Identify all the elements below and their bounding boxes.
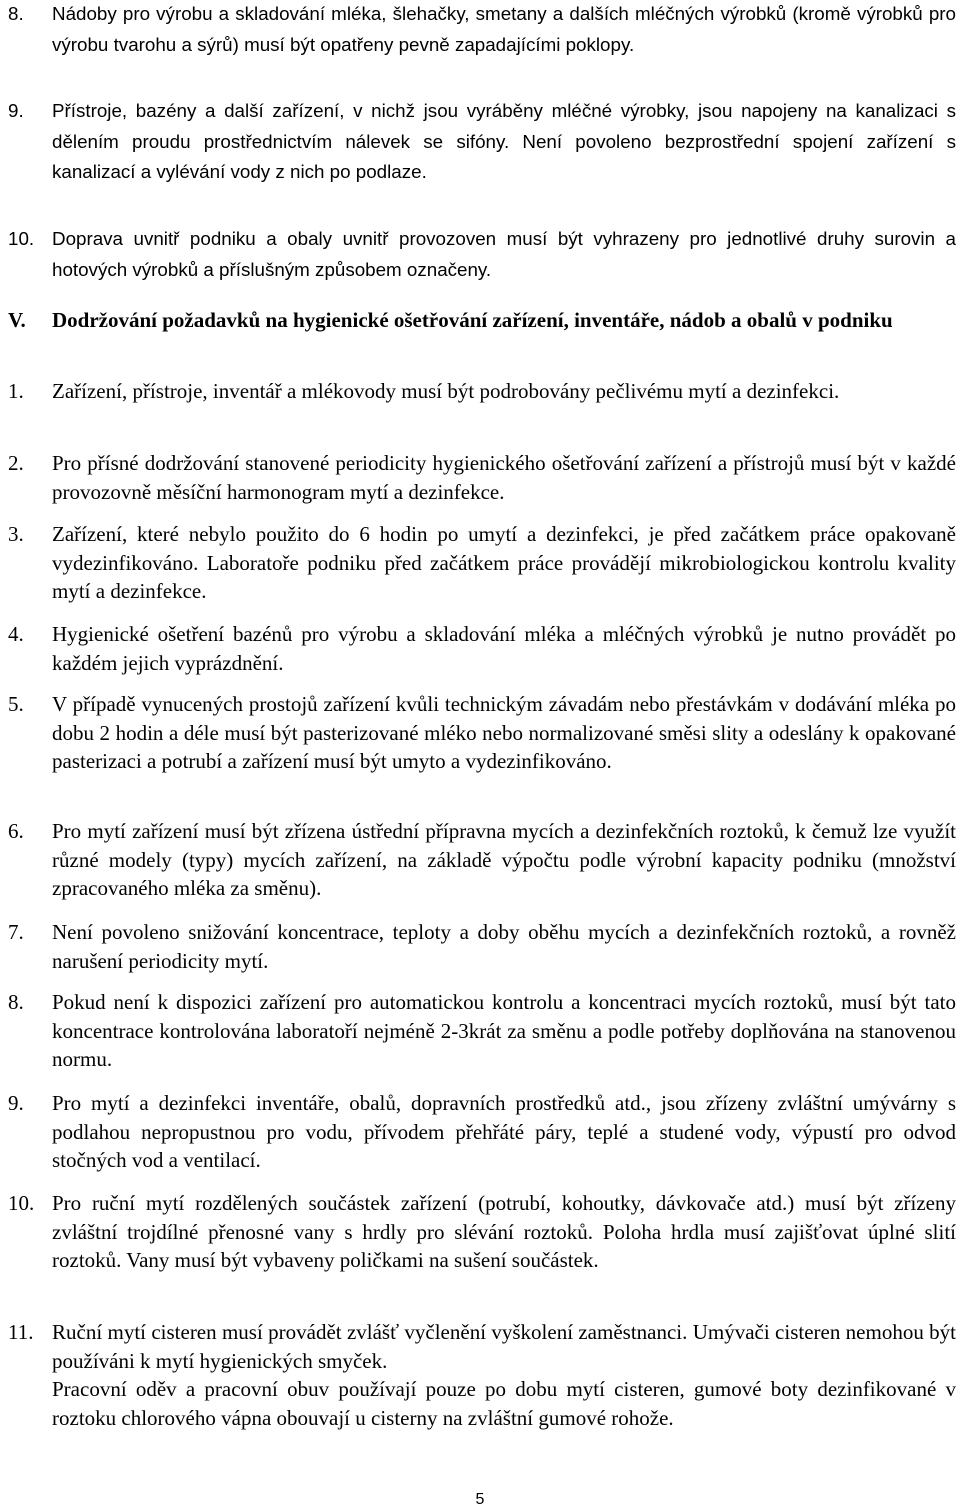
list-item [0, 449, 960, 506]
list-item [0, 377, 960, 406]
item-number: 7. [8, 920, 24, 944]
item-text: Zařízení, přístroje, inventář a mlékovody musí být podrobovány pečlivému mytí a dezinfekci. [52, 379, 840, 403]
item-number: 1. [8, 379, 24, 403]
page-number: 5 [475, 1491, 485, 1508]
item-text: V případě vynucených prostojů zařízení kvůli technickým závadám nebo přestávkám v dodávání mléka po dobu 2 hodin a déle musí být pasterizované mléko nebo normalizované směsi slity a odeslány k opakované pasterizaci a potrubí a zařízení musí být umyto a vydezinfikováno. [52, 692, 956, 773]
item-number: 9. [8, 1091, 24, 1115]
list-item [0, 1089, 960, 1175]
item-text: Pokud není k dispozici zařízení pro automatickou kontrolu a koncentraci mycích roztoků, musí být tato koncentrace kontrolována laboratoří nejméně 2-3krát za směnu a podle potřeby doplňována na stanovenou normu. [52, 990, 956, 1071]
item-number: 8. [8, 990, 24, 1014]
item-number: 4. [8, 622, 24, 646]
item-text: Zařízení, které nebylo použito do 6 hodin po umytí a dezinfekci, je před začátkem práce opakovaně vydezinfikováno. Laboratoře podniku před začátkem práce provádějí mikrobiologickou kontrolu kvality mytí a dezinfekce. [52, 522, 956, 603]
list-item [0, 918, 960, 975]
item-text: Přístroje, bazény a další zařízení, v nichž jsou vyráběny mléčné výrobky, jsou napojeny na kanalizaci s dělením proudu prostřednictvím nálevek se sifóny. Není povoleno bezprostřední spojení zařízení s kanalizací a vylévání vody z nich po podlaze. [52, 100, 956, 182]
list-item [0, 1318, 960, 1432]
item-number: 8. [8, 3, 24, 24]
section-title: Dodržování požadavků na hygienické ošetřování zařízení, inventáře, nádob a obalů v podniku [52, 308, 893, 332]
item-number: 10. [8, 228, 35, 249]
item-text: Ruční mytí cisteren musí provádět zvlášť vyčlenění vyškolení zaměstnanci. Umývači cisteren nemohou být používáni k mytí hygienických smyček. [52, 1320, 956, 1373]
item-text: Pro mytí a dezinfekci inventáře, obalů, dopravních prostředků atd., jsou zřízeny zvláštní umývárny s podlahou nepropustnou pro vodu, přívodem přehřáté páry, teplé a studené vody, výpustí pro odvod stočných vod a ventilací. [52, 1091, 956, 1172]
list-item [0, 520, 960, 606]
item-number: 5. [8, 692, 24, 716]
list-item [0, 620, 960, 677]
list-item [0, 690, 960, 776]
list-item [0, 96, 960, 188]
item-text: Hygienické ošetření bazénů pro výrobu a skladování mléka a mléčných výrobků je nutno provádět po každém jejich vyprázdnění. [52, 622, 956, 675]
item-text: Pro ruční mytí rozdělených součástek zařízení (potrubí, kohoutky, dávkovače atd.) musí být zřízeny zvláštní trojdílné přenosné vany s hrdly pro slévání roztoků. Poloha hrdla musí zajišťovat úplné slití roztoků. Vany musí být vybaveny poličkami na sušení součástek. [52, 1191, 956, 1272]
item-number: 6. [8, 819, 24, 843]
item-text: Nádoby pro výrobu a skladování mléka, šlehačky, smetany a dalších mléčných výrobků (kromě výrobků pro výrobu tvarohu a sýrů) musí být opatřeny pevně zapadajícími poklopy. [52, 3, 956, 55]
list-item [0, 817, 960, 903]
item-number: 3. [8, 522, 24, 546]
item-number: 2. [8, 451, 24, 475]
item-text-continued: Pracovní oděv a pracovní obuv používají pouze po dobu mytí cisteren, gumové boty dezinfikované v roztoku chlorového vápna obouvají u cisterny na zvláštní gumové rohože. [52, 1377, 956, 1430]
list-item [0, 224, 960, 285]
item-text: Pro přísné dodržování stanovené periodicity hygienického ošetřování zařízení a přístrojů musí být v každé provozovně měsíční harmonogram mytí a dezinfekce. [52, 451, 956, 504]
item-text: Doprava uvnitř podniku a obaly uvnitř provozoven musí být vyhrazeny pro jednotlivé druhy surovin a hotových výrobků a příslušným způsobem označeny. [52, 228, 956, 280]
item-number: 10. [8, 1191, 35, 1215]
list-item [0, 988, 960, 1074]
item-text: Není povoleno snižování koncentrace, teploty a doby oběhu mycích a dezinfekčních roztoků, a rovněž narušení periodicity mytí. [52, 920, 956, 973]
item-text: Pro mytí zařízení musí být zřízena ústřední přípravna mycích a dezinfekčních roztoků, k čemuž lze využít různé modely (typy) mycích zařízení, na základě výpočtu podle výrobní kapacity podniku (množství zpracovaného mléka za směnu). [52, 819, 956, 900]
list-item [0, 1189, 960, 1275]
section-number: V. [8, 308, 26, 332]
item-number: 11. [8, 1320, 34, 1344]
list-item [0, 0, 960, 60]
section-heading [0, 306, 960, 335]
item-number: 9. [8, 100, 24, 121]
